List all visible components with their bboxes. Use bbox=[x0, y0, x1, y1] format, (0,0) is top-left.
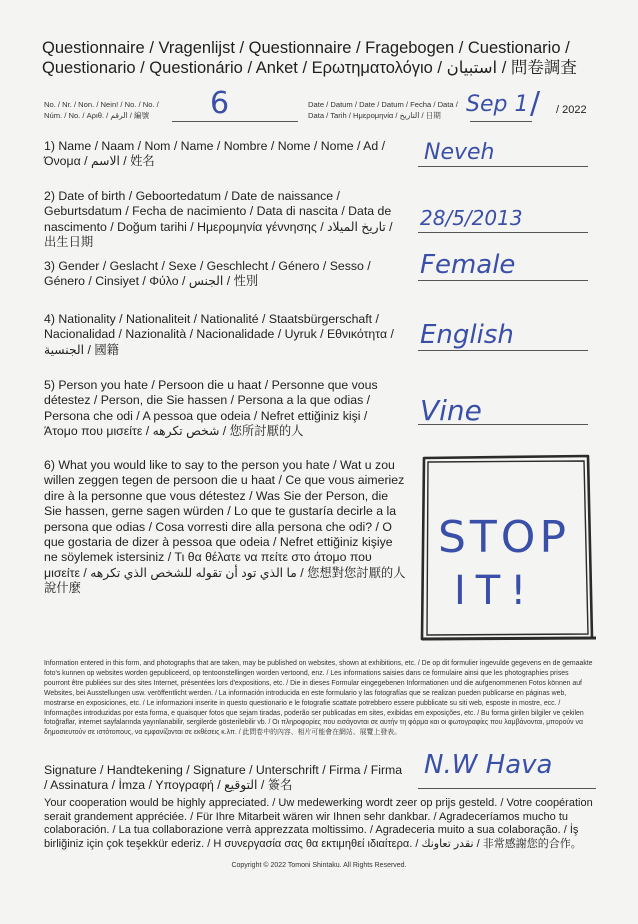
year-value: / 2022 bbox=[556, 104, 587, 116]
question-nationality: 4) Nationality / Nationaliteit / Nationalité / Staatsbürgerschaft / Nacionalidad / Nazionalità / Nacionalidade / Uyruk / Εθνικότητα / الجنسية / 國籍 bbox=[44, 312, 394, 357]
signature-label: Signature / Handtekening / Signature / Unterschrift / Firma / Firma / Assinatura / İmza / Υπογραφή / التوقيع / 簽名 bbox=[44, 763, 403, 793]
answer-name[interactable]: Neveh bbox=[424, 140, 495, 165]
answer-nationality[interactable]: English bbox=[420, 320, 514, 350]
question-message: 6) What you would like to say to the person you hate / Wat u zou willen zeggen tegen de persoon die u haat / Ce que vous aimeriez dire à la personne que vous détestez / Was Sie der Person, die Sie hassen, gerne sagen würden / Lo que te gustaría decirle a la persona que odias / Cosa vorresti dire alla persona che odi? / O que gostaria de dizer à pessoa que odeia / Nefret ettiğiniz kişiye ne söylemek istersiniz / Τι θα θέλατε να πείτε στο άτομο που μισείτε / ما الذي تود أن تقوله للشخص الذي تكرهه / 您想對您討厭的人說什麼 bbox=[44, 458, 406, 596]
number-label: No. / Nr. / Non. / Nein! / No. / No. / Núm. / No. / Αριθ. / الرقم / 編號 bbox=[44, 100, 159, 120]
question-gender: 3) Gender / Geslacht / Sexe / Geschlecht / Género / Sesso / Género / Cinsiyet / Φύλο / الجنس / 性別 bbox=[44, 259, 371, 289]
signature-value[interactable]: N.W Hava bbox=[424, 750, 553, 780]
disclaimer-text: Information entered in this form, and photographs that are taken, may be published on websites, shown at exhibitions, etc. / De op dit formulier ingevulde gegevens en de gemaakte foto's kunnen op websites worden gepubliceerd, op tentoonstellingen worden vertoond, enz. / Les informations saisies dans ce formulaire ainsi que les photographies prises pourront être publiées sur des sites Internet, présentées lors d'expositions, etc. / Die in dieses Formular eingegebenen Informationen und die aufgenommenen Fotos können auf Websites, bei Ausstellungen usw. veröffentlicht werden. / La información introducida en este formulario y las fotografías que se realizan pueden publicarse en páginas web, mostrarse en exposiciones, etc. / Le informazioni inserite in questo questionario e le fotografie scattate potrebbero essere pubblicate su siti web, esposte in mostre, ecc. / Informações introduzidas por esta forma, e quaisquer fotos que sejam tiradas, poderão ser publicadas em sites, exibidas em exposições, etc. / Bu forma girilen bilgiler ve çekilen fotoğraflar, internet sayfalarında yayınlanabilir, sergilerde gösterilebilir vb. / Οι πληροφορίες που εισάγονται σε αυτήν τη φόρμα και οι φωτογραφίες που λαμβάνονται, μπορούν να δημοσιευτούν σε ιστότοπους, να εμφανίζονται σε εκθέσεις κ.λπ. / 此問卷中的內容、相片可能會在網站、展覽上發表。 bbox=[44, 660, 593, 737]
message-answer-box[interactable] bbox=[418, 452, 596, 642]
question-name: 1) Name / Naam / Nom / Name / Nombre / Nome / Nome / Ad / Όνομα / الاسم / 姓名 bbox=[44, 139, 385, 169]
message-line-1: STOP bbox=[438, 512, 570, 563]
cooperation-text: Your cooperation would be highly appreciated. / Uw medewerking wordt zeer op prijs gesteld. / Votre coopération serait grandement appréciée. / Für Ihre Mitarbeit wären wir Ihnen sehr dankbar. / Agradeceríamos mucho tu colaboración. / La tua collaborazione verrà apprezzata moltissimo. / Agradeceria muito a sua colaboração. / İş birliğiniz için çok teşekkür ederiz. / Η συνεργασία σας θα εκτιμηθεί ιδιαίτερα. / نقدر تعاونك / 非常感謝您的合作。 bbox=[44, 797, 593, 850]
date-month-value[interactable]: Sep 1 bbox=[466, 92, 529, 117]
question-dob: 2) Date of birth / Geboortedatum / Date de naissance / Geburtsdatum / Fecha de nacimiento / Data di nascita / Data de nascimento / Doğum tarihi / Ημερομηνία γέννησης / تاريخ الميلاد / 出生日期 bbox=[44, 189, 393, 250]
question-person-hate: 5) Person you hate / Persoon die u haat / Personne que vous détestez / Person, die Sie hassen / Persona a la que odias / Persona che odi / A pessoa que odeia / Nefret ettiğiniz kişi / Άτομο που μισείτε / شخص تكرهه / 您所討厭的人 bbox=[44, 378, 378, 439]
answer-dob[interactable]: 28/5/2013 bbox=[420, 206, 523, 230]
date-slash: / bbox=[530, 86, 541, 121]
number-value[interactable]: 6 bbox=[210, 86, 230, 121]
page-title: Questionnaire / Vragenlijst / Questionnaire / Fragebogen / Cuestionario / Questionario / Questionário / Anket / Ερωτηματολόγιο / استبيان / 問卷調査 bbox=[42, 39, 577, 77]
copyright: Copyright © 2022 Tomoni Shintaku. All Rights Reserved. bbox=[231, 862, 407, 869]
answer-gender[interactable]: Female bbox=[420, 250, 516, 280]
message-line-2: IT! bbox=[454, 568, 537, 614]
date-label: Date / Datum / Date / Datum / Fecha / Data / Data / Tarih / Ημερομηνία / التاريخ / 日期 bbox=[308, 100, 458, 120]
answer-person-hate[interactable]: Vine bbox=[420, 394, 482, 427]
